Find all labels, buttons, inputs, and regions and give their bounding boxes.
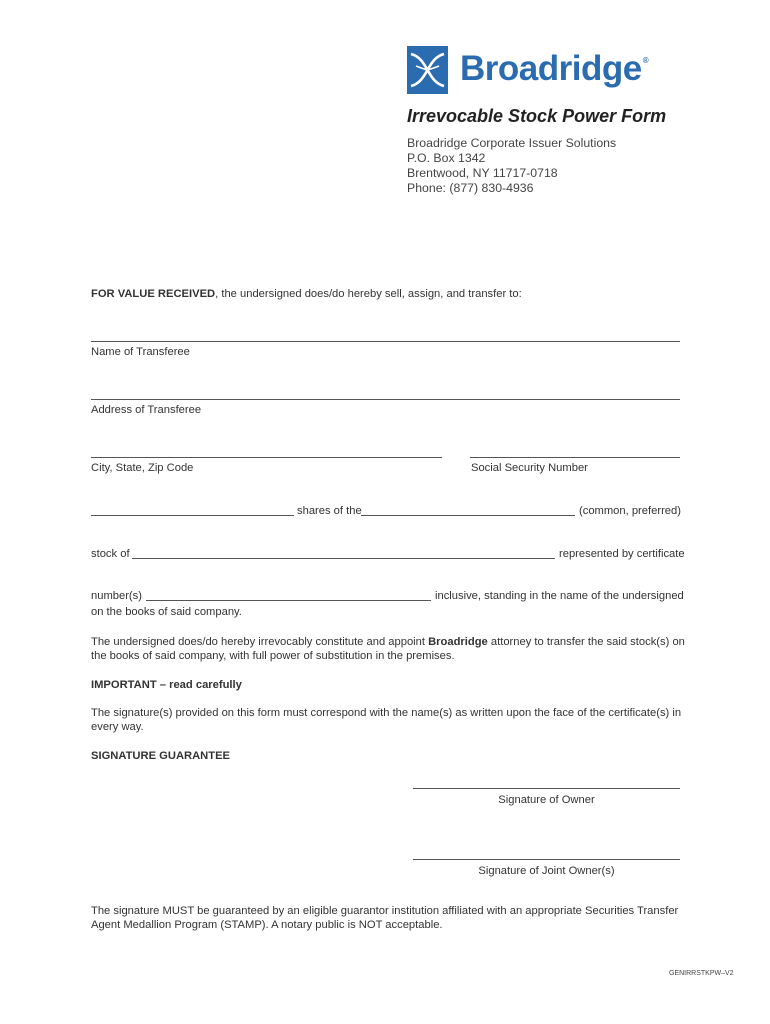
phone-line: Phone: (877) 830-4936 bbox=[407, 181, 534, 195]
intro-statement bbox=[91, 287, 522, 301]
ssn-field[interactable] bbox=[470, 457, 680, 458]
intro-rest: , the undersigned does/do hereby sell, assign, and transfer to: bbox=[215, 288, 522, 300]
represented-by-label: represented by certificate bbox=[559, 548, 685, 560]
stock-of-label: stock of bbox=[91, 548, 130, 560]
transferee-name-label: Name of Transferee bbox=[91, 346, 190, 358]
company-name-field[interactable] bbox=[132, 558, 555, 559]
form-title: Irrevocable Stock Power Form bbox=[407, 106, 667, 126]
transferee-address-field[interactable] bbox=[91, 399, 680, 400]
address-line-1: Broadridge Corporate Issuer Solutions bbox=[407, 136, 617, 150]
ssn-label: Social Security Number bbox=[471, 462, 588, 474]
joint-owner-signature-label: Signature of Joint Owner(s) bbox=[478, 865, 615, 877]
numbers-label: number(s) bbox=[91, 590, 142, 602]
share-class-field[interactable] bbox=[361, 515, 575, 516]
appoint-line-1: The undersigned does/do hereby irrevocably constitute and appoint Broadridge attorney to transfer the said stock(s) on bbox=[91, 636, 685, 648]
important-text-line-2: every way. bbox=[91, 721, 144, 733]
owner-signature-label: Signature of Owner bbox=[498, 794, 595, 806]
broadridge-logo-icon bbox=[407, 46, 448, 94]
shares-count-field[interactable] bbox=[91, 515, 294, 516]
broadridge-logo-text: Broadridge® bbox=[460, 49, 649, 88]
transferee-name-field[interactable] bbox=[91, 341, 680, 342]
shares-of-label: shares of the bbox=[297, 505, 362, 517]
inclusive-label: inclusive, standing in the name of the undersigned bbox=[435, 590, 684, 602]
address-line-2: P.O. Box 1342 bbox=[407, 151, 486, 165]
intro-bold: FOR VALUE RECEIVED bbox=[91, 288, 216, 300]
important-text-line-1: The signature(s) provided on this form must correspond with the name(s) as written upon the face of the certificate(s) in bbox=[91, 707, 682, 719]
guarantee-note-line-2: Agent Medallion Program (STAMP). A notary public is NOT acceptable. bbox=[91, 919, 443, 931]
appoint-line-2: the books of said company, with full power of substitution in the premises. bbox=[91, 650, 455, 662]
form-code: GENIRRSTKPW–V2 bbox=[669, 970, 734, 977]
important-heading: IMPORTANT – read carefully bbox=[91, 679, 242, 691]
joint-owner-signature-field[interactable] bbox=[413, 859, 680, 860]
certificate-numbers-field[interactable] bbox=[146, 600, 431, 601]
owner-signature-field[interactable] bbox=[413, 788, 680, 789]
transferee-address-label: Address of Transferee bbox=[91, 404, 202, 416]
books-label: on the books of said company. bbox=[91, 606, 242, 618]
city-state-zip-field[interactable] bbox=[91, 457, 442, 458]
city-state-zip-label: City, State, Zip Code bbox=[91, 462, 194, 474]
common-preferred-label: (common, preferred) bbox=[579, 505, 681, 517]
guarantee-note-line-1: The signature MUST be guaranteed by an eligible guarantor institution affiliated with an appropriate Securities Transfer bbox=[91, 905, 679, 917]
address-line-3: Brentwood, NY 11717-0718 bbox=[407, 166, 558, 180]
signature-guarantee-heading: SIGNATURE GUARANTEE bbox=[91, 750, 231, 762]
